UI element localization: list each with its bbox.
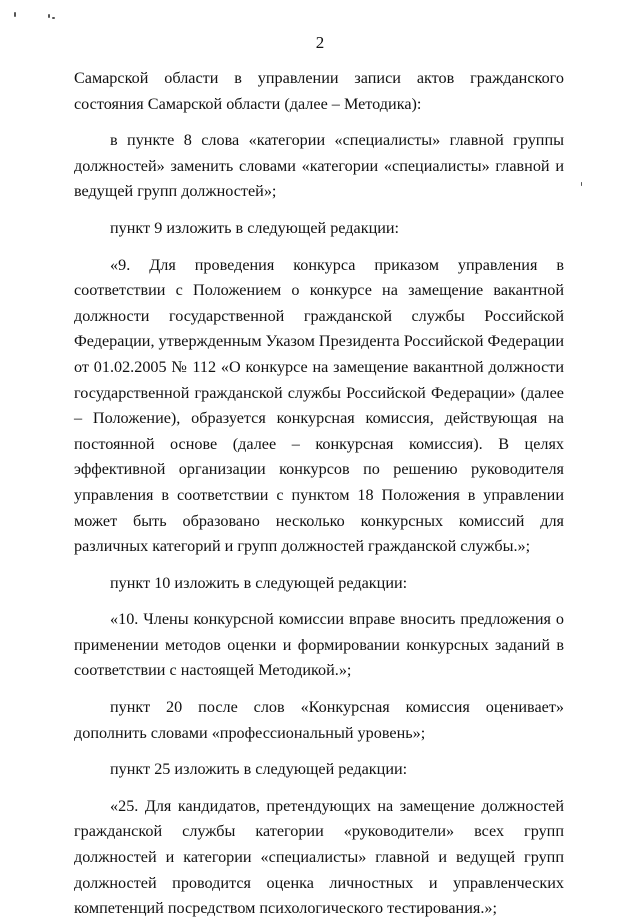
paragraph: в пункте 8 слова «категории «специалисты» главной группы должностей» заменить словами «категории «специалисты» главной и ведущей групп должностей»; bbox=[74, 131, 564, 201]
paragraph: Самарской области в управлении записи актов гражданского состояния Самарской области (далее – Методика): bbox=[74, 69, 564, 113]
paragraph: пункт 25 изложить в следующей редакции: bbox=[110, 760, 408, 779]
paragraph: «10. Члены конкурсной комиссии вправе вносить предложения о применении методов оценки и формировании конкурсных заданий в соответствии с настоящей Методикой.»; bbox=[74, 610, 564, 680]
document-body bbox=[74, 66, 564, 922]
paragraph: пункт 9 изложить в следующей редакции: bbox=[110, 218, 400, 237]
page-number: 2 bbox=[315, 33, 325, 52]
scan-speck bbox=[581, 182, 582, 186]
scan-speck bbox=[52, 17, 55, 19]
paragraph: «25. Для кандидатов, претендующих на замещение должностей гражданской службы категории «руководители» всех групп должностей и категории «специалисты» главной и ведущей групп должностей проводится оценка личностных и управленческих компетенций посредством психологического тестирования.»; bbox=[74, 796, 564, 918]
paragraph: «9. Для проведения конкурса приказом управления в соответствии с Положением о конкурсе на замещение вакантной должности государственной гражданской службы Российской Федерации, утвержденным Указом Президента Российской Федерации от 01.02.2005 № 112 «О конкурсе на замещение вакантной должности государственной гражданской службы Российской Федерации» (далее – Положение), образуется конкурсная комиссия, действующая на постоянной основе (далее – конкурсная комиссия). В целях эффективной организации конкурсов по решению руководителя управления в соответствии с пунктом 18 Положения в управлении может быть образовано несколько конкурсных комиссий для различных категорий и групп должностей гражданской службы.»; bbox=[74, 255, 564, 556]
scan-speck bbox=[48, 14, 50, 18]
paragraph: пункт 10 изложить в следующей редакции: bbox=[110, 573, 408, 592]
scan-speck bbox=[14, 12, 16, 17]
paragraph: пункт 20 после слов «Конкурсная комиссия оценивает» дополнить словами «профессиональный уровень»; bbox=[74, 698, 564, 742]
